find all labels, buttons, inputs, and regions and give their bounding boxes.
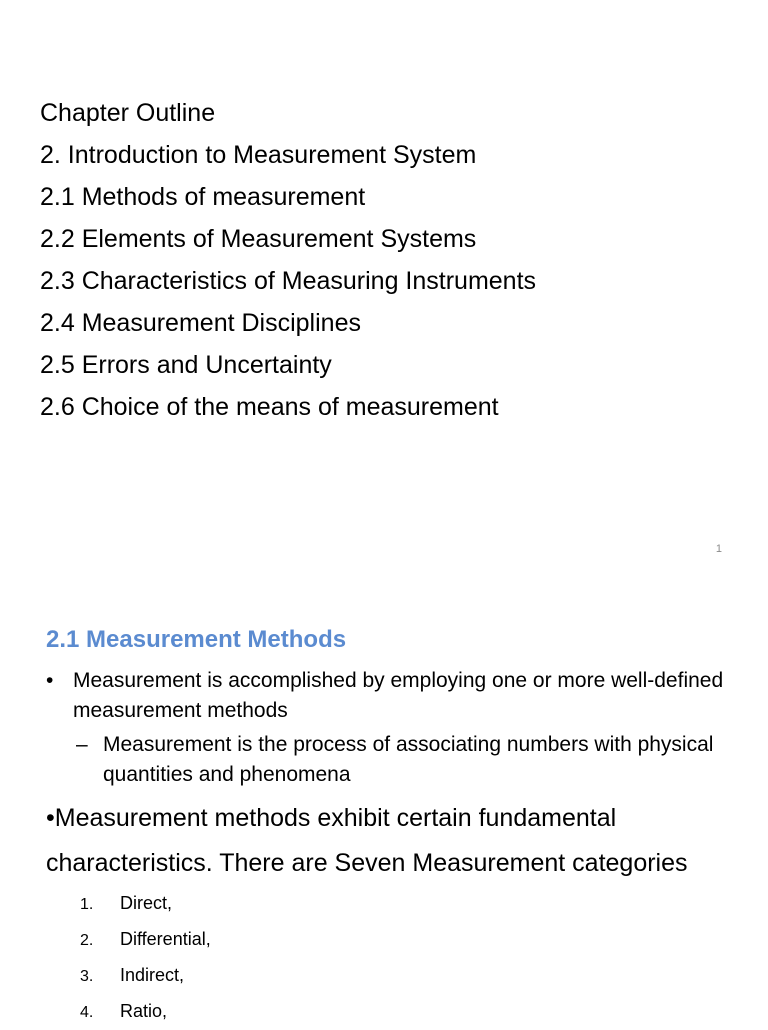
dash-icon: – xyxy=(76,733,88,756)
outline-item: 2.1 Methods of measurement xyxy=(40,183,366,211)
item-number: 2. xyxy=(80,932,94,949)
item-number: 3. xyxy=(80,968,94,985)
bullet-item xyxy=(46,666,726,726)
measurement-categories-list xyxy=(80,886,211,1030)
bullet-dot-icon: • xyxy=(46,669,54,692)
list-item xyxy=(80,886,211,922)
list-item xyxy=(80,994,211,1030)
bullet-text: Measurement is accomplished by employing one or more well-defined measurement methods xyxy=(73,669,724,722)
slide-measurement-methods xyxy=(0,590,768,1024)
outline-item: 2.6 Choice of the means of measurement xyxy=(40,393,499,421)
page-number: 1 xyxy=(715,543,722,555)
outline-item: 2.3 Characteristics of Measuring Instruments xyxy=(40,267,537,295)
sub-bullet-item xyxy=(76,730,716,790)
list-item xyxy=(80,958,211,994)
section-title: 2.1 Measurement Methods xyxy=(46,626,347,653)
sub-bullet-text: Measurement is the process of associating numbers with physical quantities and phenomena xyxy=(103,733,714,786)
chapter-outline-list xyxy=(40,92,536,428)
item-label: Ratio, xyxy=(120,1001,168,1021)
item-label: Indirect, xyxy=(120,965,185,985)
item-label: Direct, xyxy=(120,893,173,913)
outline-item: 2.5 Errors and Uncertainty xyxy=(40,351,332,379)
outline-item: 2. Introduction to Measurement System xyxy=(40,141,477,169)
categories-intro-text: •Measurement methods exhibit certain fundamental characteristics. There are Seven Measurement categories xyxy=(46,804,688,877)
item-number: 1. xyxy=(80,896,94,913)
item-number: 4. xyxy=(80,1004,94,1021)
outline-item: 2.4 Measurement Disciplines xyxy=(40,309,361,337)
item-label: Differential, xyxy=(120,929,211,949)
list-item xyxy=(80,922,211,958)
outline-heading: Chapter Outline xyxy=(40,99,216,127)
outline-item: 2.2 Elements of Measurement Systems xyxy=(40,225,477,253)
